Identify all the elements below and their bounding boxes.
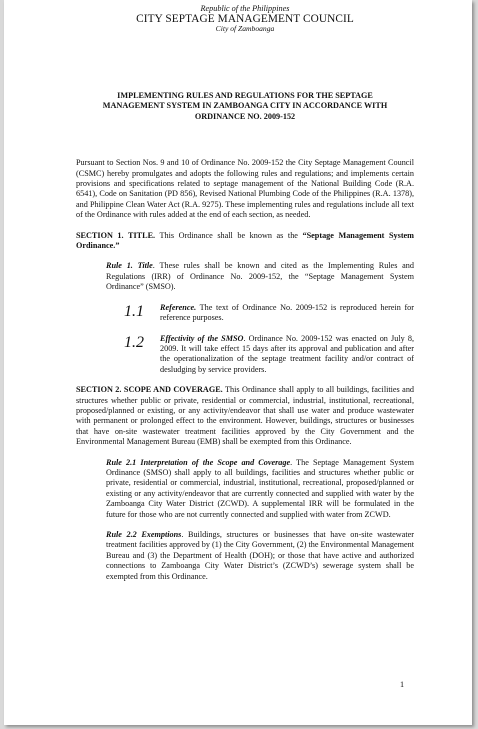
section-2-heading: SECTION 2. SCOPE AND COVERAGE. xyxy=(76,385,223,395)
rule-1-text: . These rules shall be known and cited as the Implementing Rules and Regulations (IRR) of Ordinance No. 2009-152, the “Septage Management System Ordinance” (SMSO). xyxy=(106,261,414,292)
ordinance-name: “Septage Management System Ordinance.” xyxy=(76,230,414,251)
section-1-text: This Ordinance shall be known as the xyxy=(155,230,303,240)
intro-paragraph: Pursuant to Section Nos. 9 and 10 of Ordinance No. 2009-152 the City Septage Management Council (CSMC) hereby promulgates and adopts the following rules and regulations; and implements certain provisions and specifications related to septage management of the National Building Code (R.A. 6541), Code on Sanitation (PD 856), Revised National Plumbing Code of the Philippines (R.A. 1378), and Philippine Clean Water Act (R.A. 9275). These implementing rules and regulations include all text of the Ordinance with rules added at the end of each section, as needed. xyxy=(76,158,414,220)
item-1-2-text: . Ordinance No. 2009-152 was enacted on July 8, 2009. It will take effect 15 days after its approval and publication and after the operationalization of the septage treatment facility and/or contract of desludging by service providers. xyxy=(160,333,414,374)
section-2-text: This Ordinance shall apply to all buildings, facilities and structures whether public or private, residential or commercial, industrial, institutional, recreational, proposed/planned or existing, or any activity/endeavor that shall use water and produce wastewater with permanent or prolonged effect to the environment. However, buildings, structures or businesses that have on-site wastewater treatment facilities approved by the City Government and the Environmental Management Bureau (EMB) shall be exempted from this Ordinance. xyxy=(76,385,415,447)
item-1-2 xyxy=(124,334,414,376)
section-1-heading: SECTION 1. TITLE. xyxy=(76,230,156,240)
rule-2-2 xyxy=(106,530,414,582)
city-line: City of Zamboanga xyxy=(215,24,275,33)
rule-1 xyxy=(106,261,414,292)
rule-2-2-label: Rule 2.2 Exemptions xyxy=(106,530,182,539)
republic-line: Republic of the Philippines xyxy=(200,4,290,13)
item-1-2-label: Effectivity of the SMSO xyxy=(160,333,244,343)
item-1-2-body xyxy=(160,334,414,376)
rule-2-2-text: . Buildings, structures or businesses that have on-site wastewater treatment facilities approved by (1) the City Government, (2) the Environmental Management Bureau and (3) the Department of Health (DOH); or those that have active and authorized connections to Zamboanga City Water District’s (ZCWD’s) sewerage system shall be exempted from this Ordinance. xyxy=(106,530,414,581)
item-1-1-number: 1.1 xyxy=(124,302,144,320)
page-number: 1 xyxy=(400,680,405,689)
section-1 xyxy=(76,231,414,252)
item-1-1-text: The text of Ordinance No. 2009-152 is reproduced herein for reference purposes. xyxy=(160,302,414,323)
document-page xyxy=(4,0,472,725)
item-1-1-label: Reference. xyxy=(160,302,197,312)
document-title: IMPLEMENTING RULES AND REGULATIONS FOR THE SEPTAGE MANAGEMENT SYSTEM IN ZAMBOANGA CITY IN ACCORDANCE WITH ORDINANCE NO. 2009-152 xyxy=(102,91,388,121)
rule-2-1-text: . The Septage Management System Ordinance (SMSO) shall apply to all buildings, facilities and structures whether public or private, residential or commercial, industrial, institutional, recreational, proposed/planned or existing or any activity/endeavor that are currently connected and supplied with water by the Zamboanga City Water District (ZCWD). A supplemental IRR will be formulated in the future for those who are not currently connected and supplied with water from ZCWD. xyxy=(106,457,414,519)
letterhead xyxy=(76,4,414,34)
rule-2-1-label: Rule 2.1 Interpretation of the Scope and Coverage xyxy=(106,457,291,467)
section-2 xyxy=(76,385,414,447)
rule-2-1 xyxy=(106,458,414,520)
item-1-2-number: 1.2 xyxy=(124,333,144,351)
item-1-1 xyxy=(124,303,414,324)
item-1-1-body xyxy=(160,303,414,324)
rule-1-label: Rule 1. Title xyxy=(106,261,153,271)
council-name: CITY SEPTAGE MANAGEMENT COUNCIL xyxy=(136,13,354,25)
